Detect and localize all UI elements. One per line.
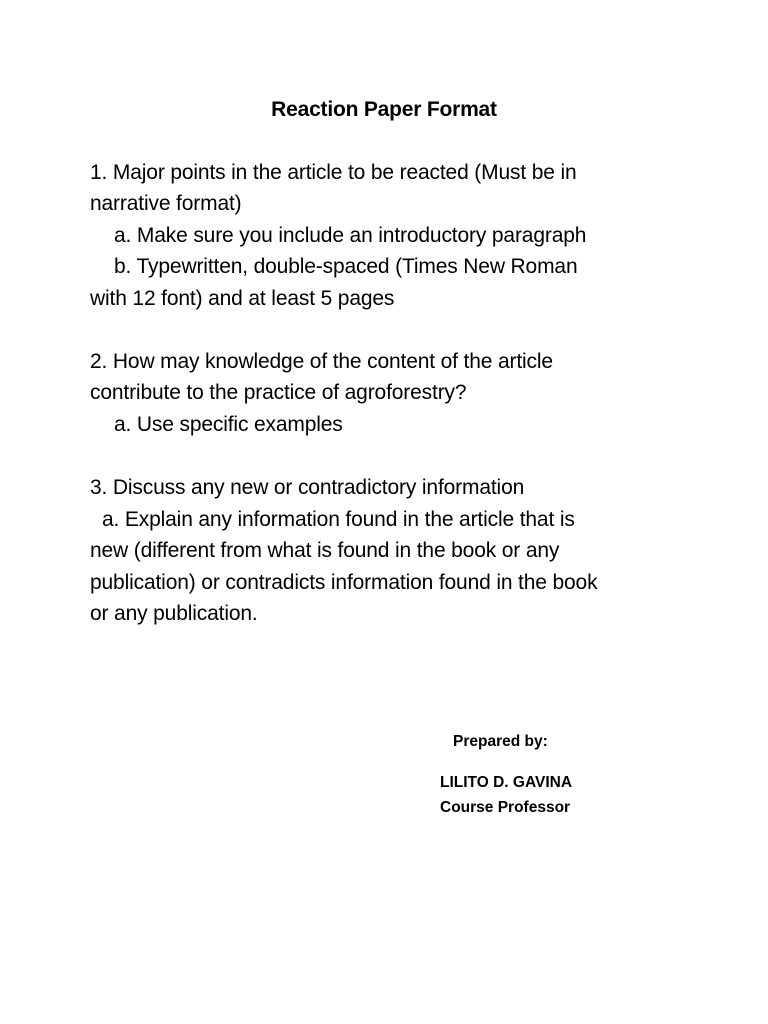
- section-2-item-a: a. Use specific examples: [114, 413, 343, 436]
- section-3-line-5: or any publication.: [90, 602, 258, 625]
- section-1-line-2: narrative format): [90, 192, 242, 215]
- section-3-item-a: a. Explain any information found in the article that is: [102, 508, 575, 531]
- section-1-item-a: a. Make sure you include an introductory paragraph: [114, 224, 587, 247]
- section-2-line-1: 2. How may knowledge of the content of the article: [90, 350, 553, 373]
- signatory-name: LILITO D. GAVINA: [440, 774, 573, 791]
- section-1-item-b-continued: with 12 font) and at least 5 pages: [90, 287, 395, 310]
- section-1-item-b: b. Typewritten, double-spaced (Times New Roman: [114, 255, 578, 278]
- signatory-role: Course Professor: [440, 799, 571, 816]
- section-3-line-1: 3. Discuss any new or contradictory information: [90, 476, 525, 499]
- section-1-line-1: 1. Major points in the article to be reacted (Must be in: [90, 161, 577, 184]
- section-3-line-4: publication) or contradicts information found in the book: [90, 571, 598, 594]
- section-3-line-3: new (different from what is found in the book or any: [90, 539, 560, 562]
- section-2-line-2: contribute to the practice of agroforestry?: [90, 381, 467, 404]
- prepared-by-label: Prepared by:: [453, 733, 548, 750]
- document-title: Reaction Paper Format: [271, 98, 497, 121]
